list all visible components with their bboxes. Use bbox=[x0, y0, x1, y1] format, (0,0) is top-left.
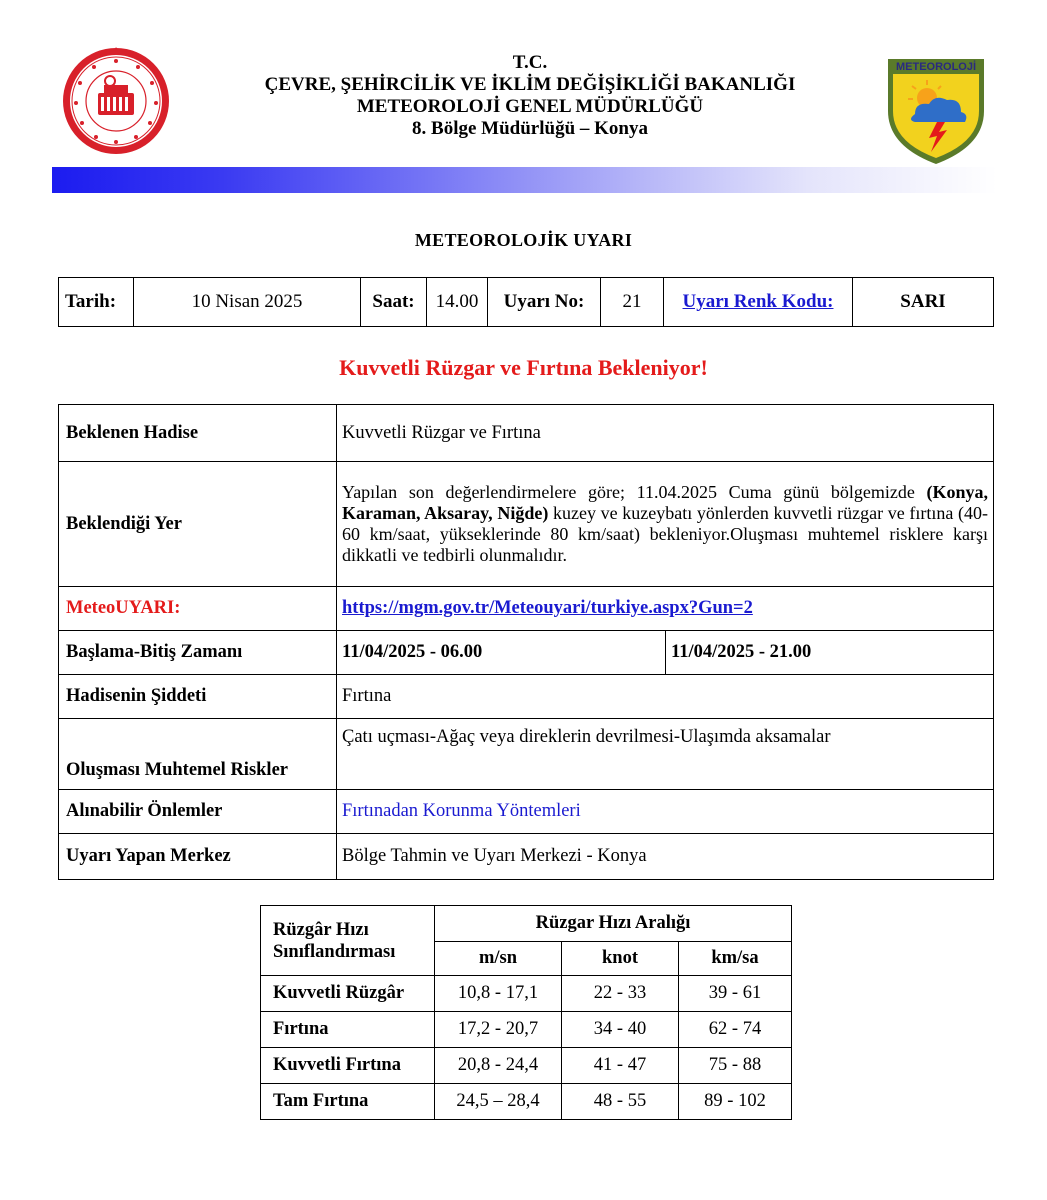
wind-kmh-range: 75 - 88 bbox=[679, 1048, 792, 1084]
table-row bbox=[261, 1012, 792, 1048]
wind-ms-range: 24,5 – 28,4 bbox=[435, 1084, 562, 1120]
table-row bbox=[261, 976, 792, 1012]
wind-kmh-range: 62 - 74 bbox=[679, 1012, 792, 1048]
wind-class-name: Fırtına bbox=[261, 1012, 435, 1048]
date-value: 10 Nisan 2025 bbox=[134, 278, 361, 327]
warning-details-table bbox=[58, 404, 994, 880]
unit-header-kmh: km/sa bbox=[679, 942, 792, 976]
wind-ms-range: 17,2 - 20,7 bbox=[435, 1012, 562, 1048]
wind-knot-range: 48 - 55 bbox=[562, 1084, 679, 1120]
document-title: METEOROLOJİK UYARI bbox=[414, 230, 633, 250]
color-code-link[interactable]: Uyarı Renk Kodu: bbox=[682, 291, 834, 312]
risks-value: Çatı uçması-Ağaç veya direklerin devrilmesi-Ulaşımda aksamalar bbox=[337, 719, 994, 790]
table-row bbox=[261, 1048, 792, 1084]
header-line-directorate: METEOROLOJİ GENEL MÜDÜRLÜĞÜ bbox=[356, 96, 704, 117]
end-time: 11/04/2025 - 21.00 bbox=[666, 631, 994, 675]
meteoroloji-shield-icon bbox=[885, 56, 987, 166]
color-code-value: SARI bbox=[853, 278, 994, 327]
time-range-label: Başlama-Bitiş Zamanı bbox=[59, 631, 337, 675]
severity-value: Fırtına bbox=[337, 675, 994, 719]
location-description bbox=[337, 462, 994, 587]
center-value: Bölge Tahmin ve Uyarı Merkezi - Konya bbox=[337, 834, 994, 880]
wind-class-header bbox=[261, 906, 435, 976]
center-label: Uyarı Yapan Merkez bbox=[59, 834, 337, 880]
header-line-ministry: ÇEVRE, ŞEHİRCİLİK VE İKLİM DEĞİŞİKLİĞİ BAKANLIĞI bbox=[264, 74, 796, 95]
warning-heading: Kuvvetli Rüzgar ve Fırtına Bekleniyor! bbox=[339, 355, 708, 380]
event-label: Beklenen Hadise bbox=[59, 405, 337, 462]
header-gradient-bar bbox=[52, 167, 997, 193]
wind-knot-range: 41 - 47 bbox=[562, 1048, 679, 1084]
start-time: 11/04/2025 - 06.00 bbox=[337, 631, 666, 675]
wind-range-header: Rüzgar Hızı Aralığı bbox=[435, 906, 792, 942]
ministry-seal-icon bbox=[60, 45, 172, 157]
location-provinces: (Konya, Karaman, Aksaray, Niğde) bbox=[342, 482, 988, 523]
time-label: Saat: bbox=[361, 278, 427, 327]
precautions-label: Alınabilir Önlemler bbox=[59, 790, 337, 834]
unit-header-ms: m/sn bbox=[435, 942, 562, 976]
wind-class-name: Tam Fırtına bbox=[261, 1084, 435, 1120]
header-line-region: 8. Bölge Müdürlüğü – Konya bbox=[412, 118, 648, 139]
warning-info-table bbox=[58, 277, 994, 327]
wind-knot-range: 22 - 33 bbox=[562, 976, 679, 1012]
time-value: 14.00 bbox=[427, 278, 488, 327]
wind-ms-range: 20,8 - 24,4 bbox=[435, 1048, 562, 1084]
location-label: Beklendiği Yer bbox=[59, 462, 337, 587]
wind-kmh-range: 89 - 102 bbox=[679, 1084, 792, 1120]
wind-class-name: Kuvvetli Rüzgâr bbox=[261, 976, 435, 1012]
logo-text: METEOROLOJİ bbox=[895, 61, 977, 73]
wind-ms-range: 10,8 - 17,1 bbox=[435, 976, 562, 1012]
meteouyari-link[interactable]: https://mgm.gov.tr/Meteouyari/turkiye.aspx?Gun=2 bbox=[342, 598, 753, 618]
unit-header-knot: knot bbox=[562, 942, 679, 976]
warning-number-label: Uyarı No: bbox=[488, 278, 601, 327]
meteouyari-label: MeteoUYARI: bbox=[66, 598, 181, 618]
warning-number-value: 21 bbox=[601, 278, 664, 327]
precautions-link[interactable]: Fırtınadan Korunma Yöntemleri bbox=[342, 801, 581, 821]
wind-class-name: Kuvvetli Fırtına bbox=[261, 1048, 435, 1084]
header-text-block bbox=[180, 52, 880, 140]
risks-label: Oluşması Muhtemel Riskler bbox=[59, 719, 337, 790]
wind-knot-range: 34 - 40 bbox=[562, 1012, 679, 1048]
severity-label: Hadisenin Şiddeti bbox=[59, 675, 337, 719]
date-label: Tarih: bbox=[59, 278, 134, 327]
document-header bbox=[0, 0, 1047, 200]
table-row bbox=[261, 1084, 792, 1120]
wind-class-header-line2: Sınıflandırması bbox=[273, 941, 396, 962]
location-text-intro: Yapılan son değerlendirmelere göre; 11.04.2025 Cuma günü bölgemizde bbox=[342, 482, 927, 502]
header-line-tc: T.C. bbox=[512, 52, 548, 73]
wind-class-header-line1: Rüzgâr Hızı bbox=[273, 919, 369, 940]
event-value: Kuvvetli Rüzgar ve Fırtına bbox=[337, 405, 994, 462]
wind-speed-table bbox=[260, 905, 792, 1120]
wind-kmh-range: 39 - 61 bbox=[679, 976, 792, 1012]
location-text-rest: kuzey ve kuzeybatı yönlerden kuvvetli rüzgar ve fırtına (40-60 km/saat, yükseklerinde 80 km/saat) bekleniyor.Oluşması muhtemel risklere karşı dikkatli ve tedbirli olunmalıdır. bbox=[342, 503, 988, 565]
